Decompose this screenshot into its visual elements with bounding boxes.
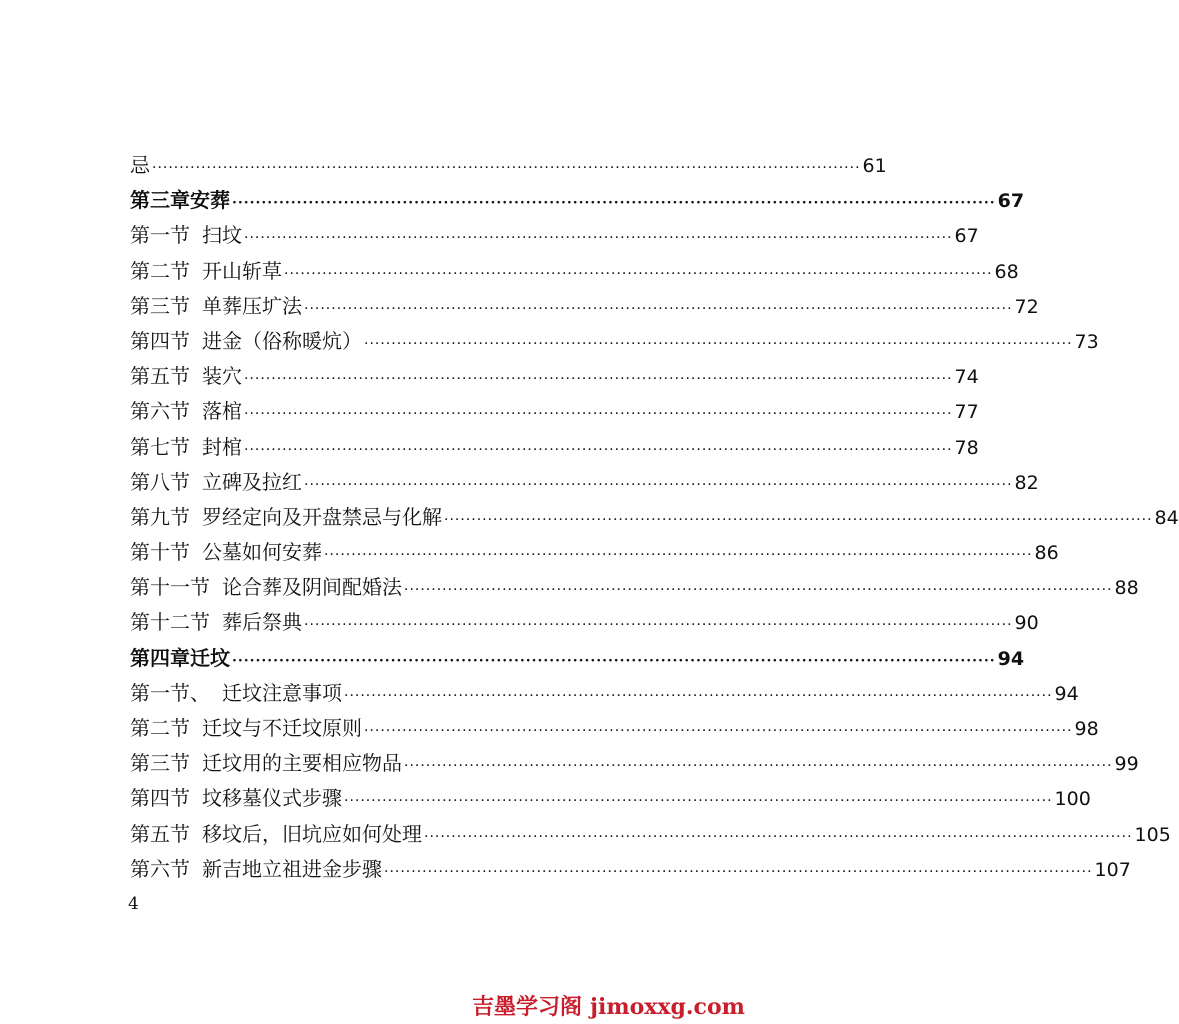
toc-page-number: 61 [862,155,887,177]
toc-dot-leader [244,362,953,397]
toc-section-label: 第七节 [130,434,190,459]
toc-entry-title: 进金（俗称暖炕） [202,328,362,353]
toc-chapter-row [130,641,1025,676]
toc-entry-title: 落棺 [202,399,242,424]
toc-entry-title: 公墓如何安葬 [202,540,322,565]
toc-entry-title: 扫坟 [202,223,242,248]
toc-page-number: 67 [954,225,979,248]
toc-section-row [130,359,979,394]
toc-section-row [130,254,1019,289]
toc-entry-title: 封棺 [202,434,242,459]
toc-section-row [130,500,1179,535]
toc-section-label: 第三节 [130,751,190,776]
toc-section-label: 第二节 [130,258,190,283]
toc-section-row [130,430,979,465]
toc-section-label: 第八节 [130,469,190,494]
toc-entry-title: 迁坟与不迁坟原则 [202,716,362,740]
toc-entry-title: 罗经定向及开盘禁忌与化解 [202,504,442,529]
toc-entry-title: 移坟后，旧坑应如何处理 [202,821,422,846]
toc-dot-leader [404,749,1113,784]
toc-dot-leader [304,292,1013,327]
toc-section-row [130,289,1039,324]
toc-section-row [130,746,1139,781]
toc-entry-title: 论合葬及阴间配婚法 [222,575,402,600]
toc-dot-leader [344,784,1053,819]
toc-page-number: 78 [954,436,979,459]
toc-section-label: 第一节 [130,223,190,248]
toc-section-row [130,535,1059,570]
toc-dot-leader [304,468,1013,503]
toc-section-label: 第六节 [130,399,190,424]
toc-dot-leader [304,608,1013,643]
watermark-brand: 吉墨学习阁 [472,995,583,1020]
toc-dot-leader [404,573,1113,608]
toc-entry-title: 第四章迁坟 [130,645,230,670]
toc-section-row [130,465,1039,500]
toc-page-number: 74 [954,366,979,389]
toc-dot-leader [232,644,996,679]
toc-section-label: 第五节 [130,364,190,389]
toc-page-number: 105 [1134,823,1171,846]
toc-page-number: 88 [1114,577,1139,600]
toc-dot-leader [244,397,953,432]
page-number: 4 [128,894,139,914]
toc-section-row [130,781,1091,816]
toc-entry-title: 单葬压圹法 [202,293,302,318]
toc-dot-leader [364,327,1073,362]
toc-page-number: 86 [1034,542,1059,565]
toc-entry-title: 新吉地立祖进金步骤 [202,856,382,881]
toc-section-label: 第四节 [130,786,190,811]
toc-entry-title: 立碑及拉红 [202,469,302,494]
toc-dot-leader [232,186,996,221]
toc-page-number: 84 [1154,506,1179,529]
toc-page-number: 73 [1074,330,1099,353]
toc-section-label: 第十节 [130,540,190,565]
toc-section-label: 第三节 [130,293,190,318]
toc-page-number: 100 [1054,788,1091,811]
toc-entry-title: 装穴 [202,364,242,389]
toc-dot-leader [244,221,953,256]
watermark [472,990,745,1021]
toc-page-number: 94 [1054,682,1079,705]
toc-entry-title: 坟移墓仪式步骤 [202,786,342,811]
toc-section-label: 第十一节 [130,575,210,600]
toc-entry-title: 葬后祭典 [222,610,302,635]
toc-page-number: 98 [1074,718,1099,740]
toc-dot-leader [344,679,1053,714]
toc-page-number: 94 [997,647,1025,670]
toc-section-row [130,218,979,253]
toc-section-row [130,394,979,429]
toc-entry-title: 迁坟注意事项 [222,680,342,705]
toc-section-row [130,324,1099,359]
toc-dot-leader [444,503,1153,538]
toc-section-label: 第一节、 [130,680,210,705]
toc-dot-leader [364,714,1073,749]
toc-section-row [130,817,1171,852]
toc-page-number: 77 [954,401,979,424]
toc-section-row [130,605,1039,640]
toc-section-row [130,148,887,183]
toc-page-number: 82 [1014,471,1039,494]
table-of-contents [130,148,1179,887]
toc-section-label: 第二节 [130,716,190,740]
toc-section-label: 第四节 [130,328,190,353]
toc-dot-leader [424,820,1133,855]
toc-section-label: 第五节 [130,821,190,846]
toc-dot-leader [152,151,861,186]
toc-dot-leader [284,257,993,292]
toc-page-number: 107 [1094,858,1131,881]
toc-chapter-row [130,183,1025,218]
toc-page-number: 72 [1014,295,1039,318]
toc-section-row [130,570,1139,605]
toc-entry-title: 第三章安葬 [130,188,230,213]
toc-page-number: 90 [1014,612,1039,635]
toc-section-label: 第九节 [130,504,190,529]
toc-dot-leader [384,855,1093,890]
toc-entry-title: 迁坟用的主要相应物品 [202,751,402,776]
toc-dot-leader [244,433,953,468]
toc-entry-title: 忌 [130,153,150,177]
toc-section-row [130,852,1131,887]
toc-entry-title: 开山斩草 [202,258,282,283]
toc-section-row [130,711,1099,746]
toc-section-label: 第十二节 [130,610,210,635]
toc-page-number: 99 [1114,753,1139,776]
toc-section-label: 第六节 [130,856,190,881]
toc-dot-leader [324,538,1033,573]
toc-page-number: 68 [994,260,1019,283]
toc-section-row [130,676,1079,711]
toc-page-number: 67 [997,190,1025,213]
watermark-url: jimoxxg.com [590,994,745,1020]
